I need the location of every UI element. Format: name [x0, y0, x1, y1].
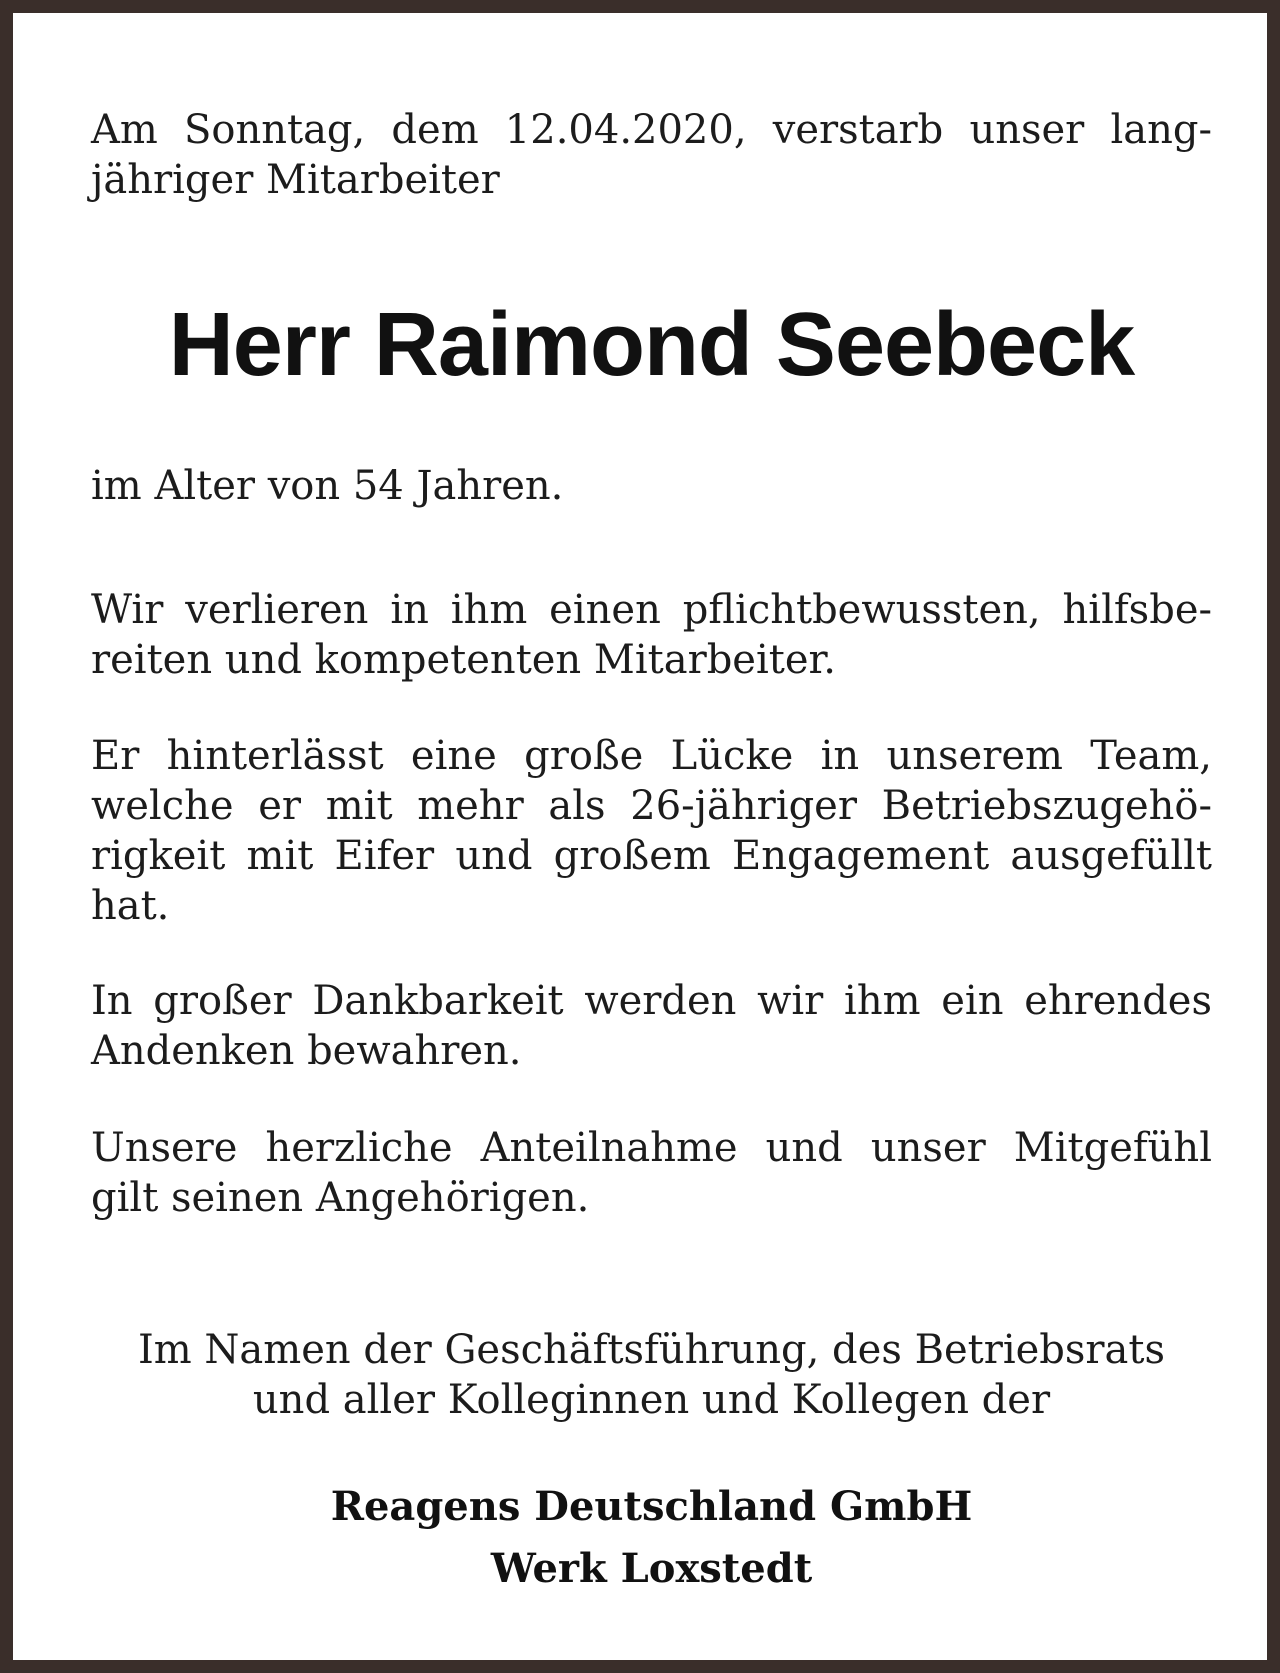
company-block [91, 1476, 1212, 1600]
age-paragraph [91, 461, 1212, 511]
paragraph-line: Andenken bewahren. [91, 1028, 522, 1074]
paragraph-line: welche er mit mehr als 26-jähriger Betriebszugehö- [91, 783, 1212, 829]
signoff [91, 1325, 1212, 1425]
company-site: Werk Loxstedt [490, 1545, 813, 1592]
paragraph-3 [91, 976, 1212, 1076]
deceased-name: Herr Raimond Seebeck [168, 295, 1135, 395]
paragraph-line: In großer Dankbarkeit werden wir ihm ein ehrendes [91, 978, 1212, 1024]
company-name: Reagens Deutschland GmbH [330, 1483, 973, 1530]
intro-paragraph [91, 105, 1212, 205]
intro-line: jähriger Mitarbeiter [91, 157, 500, 203]
intro-line: Am Sonntag, dem 12.04.2020, verstarb unser lang- [91, 107, 1212, 153]
paragraph-4 [91, 1123, 1212, 1223]
paragraph-line: gilt seinen Angehörigen. [91, 1175, 590, 1221]
paragraph-line: Er hinterlässt eine große Lücke in unserem Team, [91, 733, 1212, 779]
signoff-line: Im Namen der Geschäftsführung, des Betriebsrats [137, 1327, 1165, 1373]
signoff-line: und aller Kolleginnen und Kollegen der [252, 1377, 1051, 1423]
paragraph-2 [91, 731, 1212, 931]
paragraph-line: reiten und kompetenten Mitarbeiter. [91, 637, 836, 683]
paragraph-line: Unsere herzliche Anteilnahme und unser Mitgefühl [91, 1125, 1212, 1171]
age-line: im Alter von 54 Jahren. [91, 463, 564, 509]
paragraph-1 [91, 585, 1212, 685]
paragraph-line: hat. [91, 883, 170, 929]
paragraph-line: Wir verlieren in ihm einen pflichtbewussten, hilfsbe- [91, 587, 1212, 633]
paragraph-line: rigkeit mit Eifer und großem Engagement ausgefüllt [91, 833, 1212, 879]
